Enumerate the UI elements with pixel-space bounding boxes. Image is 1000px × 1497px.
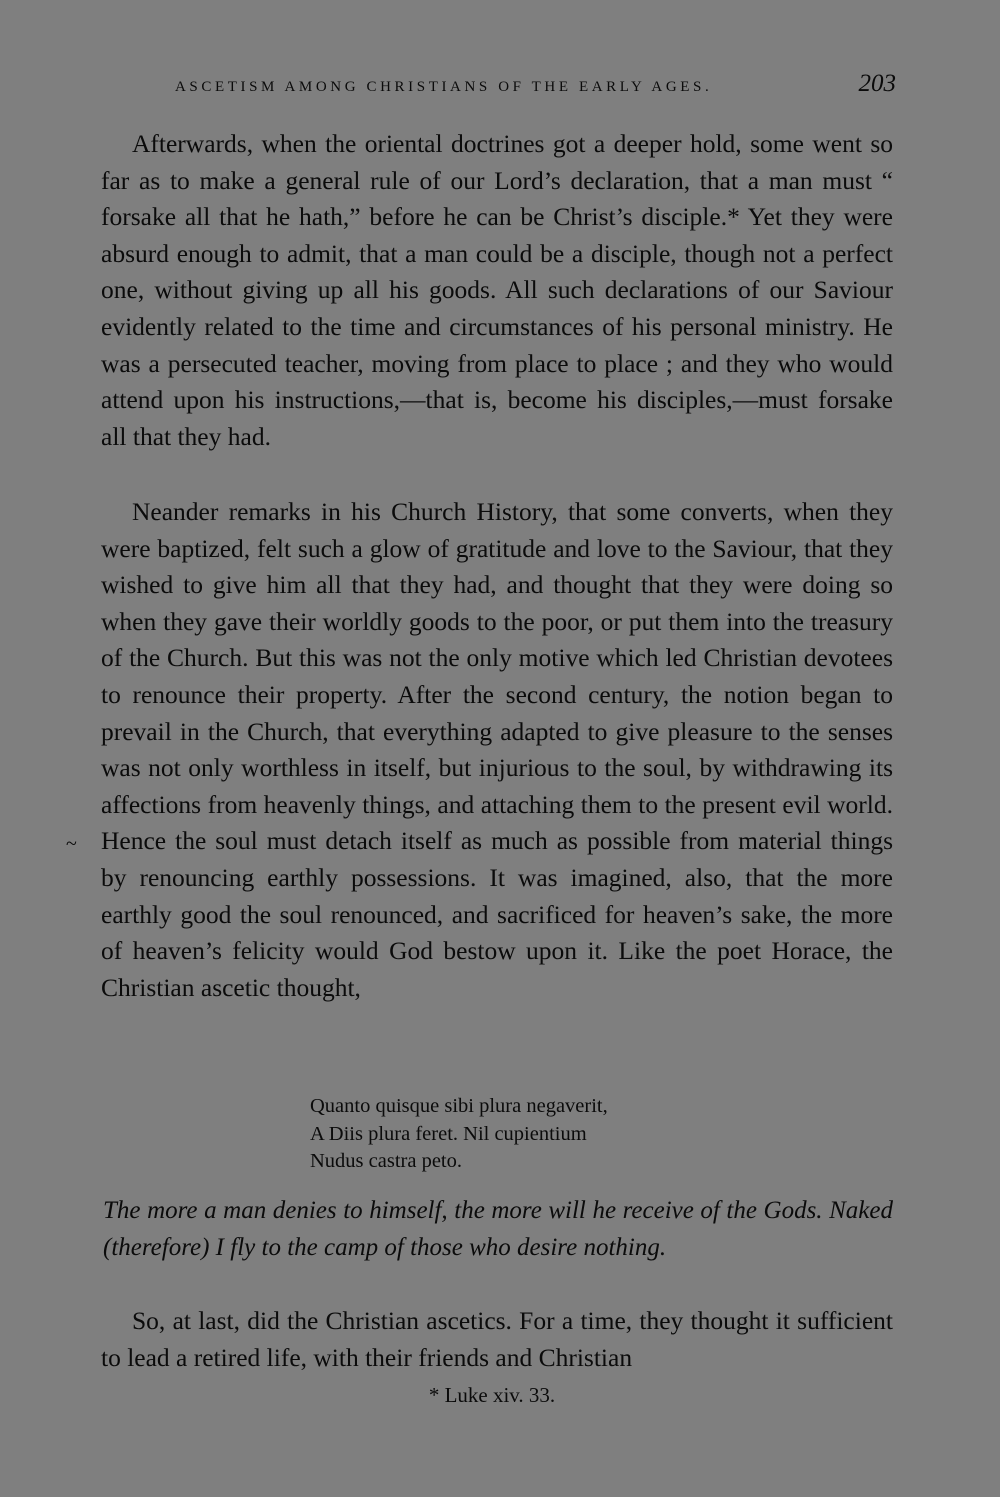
verse-translation: The more a man denies to himself, the more will he receive of the Gods. Naked (therefore) I fly to the camp of those who desire nothing. — [103, 1197, 893, 1261]
footnote-text: * Luke xiv. 33. — [428, 1383, 556, 1407]
footnote — [0, 1383, 1000, 1408]
latin-verse — [310, 1093, 608, 1176]
page-number: 203 — [858, 70, 896, 97]
running-title: ASCETISM AMONG CHRISTIANS OF THE EARLY AGES. — [175, 79, 713, 95]
verse-line: Nudus castra peto. — [310, 1150, 462, 1172]
paragraph-afterwards: Afterwards, when the oriental doctrines got a deeper hold, some went so far as to make a general rule of our Lord’s declaration, that a man must “ forsake all that he hath,” before he can be Christ’s disciple.* Yet they were absurd enough to admit, that a man could be a disciple, though not a perfect one, without giving up all his goods. All such declarations of our Saviour evidently related to the time and circumstances of his personal ministry. He was a persecuted teacher, moving from place to place ; and they who would attend upon his instructions,—that is, become his disciples,—must forsake all that they had. — [101, 129, 893, 451]
margin-mark: ~ — [66, 833, 77, 855]
paragraph-closing: So, at last, did the Christian ascetics. For a time, they thought it sufficient to lead a retired life, with their friends and Christian — [101, 1306, 893, 1372]
verse-line: A Diis plura feret. Nil cupientium — [310, 1122, 587, 1145]
verse-line: Quanto quisque sibi plura negaverit, — [310, 1095, 608, 1117]
paragraph-neander: Neander remarks in his Church History, that some converts, when they were baptized, felt such a glow of gratitude and love to the Saviour, that they wished to give him all that they had, and thought that they were doing so when they gave their worldly goods to the poor, or put them into the treasury of the Church. But this was not the only motive which led Christian devotees to renounce their property. After the second century, the notion began to prevail in the Church, that everything adapted to give pleasure to the senses was not only worthless in itself, but injurious to the soul, by withdrawing its affections from heavenly things, and attaching them to the present evil world. Hence the soul must detach itself as much as possible from material things by renouncing earthly possessions. It was imagined, also, that the more earthly good the soul renounced, and sacrificed for heaven’s sake, the more of heaven’s felicity would God bestow upon it. Like the poet Horace, the Christian ascetic thought, — [101, 497, 893, 1002]
page-header — [100, 70, 896, 106]
